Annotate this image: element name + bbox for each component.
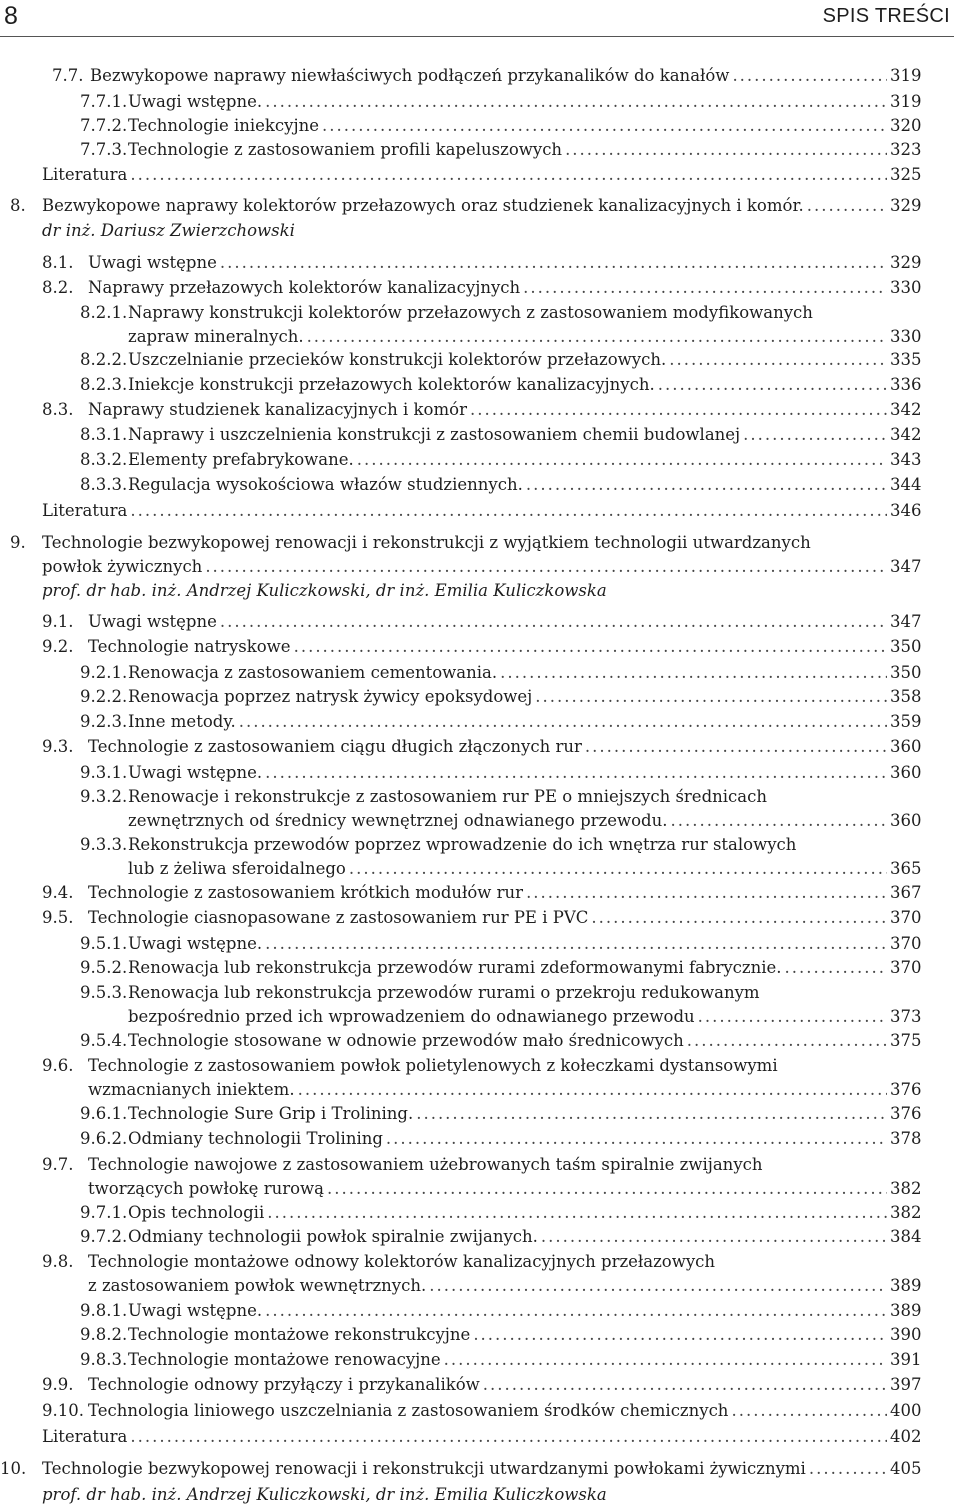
toc-entry-number: 9.2.1. bbox=[80, 663, 128, 682]
toc-entry-page: 347 bbox=[890, 557, 922, 576]
toc-entry-title: Renowacja z zastosowaniem cementowania. bbox=[128, 663, 498, 682]
toc-entry-row bbox=[128, 347, 920, 373]
toc-entry[interactable] bbox=[0, 1424, 920, 1450]
toc-entry[interactable] bbox=[0, 63, 920, 89]
toc-entry-title: Technologie ciasnopasowane z zastosowaniem rur PE i PVC bbox=[88, 908, 589, 927]
dot-leader bbox=[731, 1398, 887, 1424]
toc-entry-number: 9.3.3. bbox=[80, 835, 128, 854]
dot-leader bbox=[220, 250, 887, 276]
toc-entry-page: 320 bbox=[890, 116, 922, 135]
dot-leader bbox=[698, 1004, 887, 1030]
dot-leader bbox=[670, 808, 887, 834]
toc-entry[interactable] bbox=[0, 397, 920, 423]
toc-entry-title: Technologie z zastosowaniem krótkich modułów rur bbox=[88, 883, 524, 902]
toc-entry-number: 8.3.3. bbox=[80, 475, 128, 494]
toc-entry-number: 8.3.1. bbox=[80, 425, 128, 444]
toc-entry[interactable] bbox=[0, 193, 920, 219]
dot-leader bbox=[591, 905, 887, 931]
toc-entry-page: 325 bbox=[890, 165, 922, 184]
toc-entry-number: 9.6.2. bbox=[80, 1129, 128, 1148]
toc-entry-number: 9.2.3. bbox=[80, 712, 128, 731]
toc-entry-row bbox=[88, 1372, 920, 1398]
toc-entry-row bbox=[88, 1273, 920, 1299]
toc-entry-title: Technologie bezwykopowej renowacji i rekonstrukcji utwardzanymi powłokami żywicznymi bbox=[42, 1459, 806, 1478]
toc-entry-title: zapraw mineralnych. bbox=[128, 327, 304, 346]
toc-entry-row bbox=[128, 1322, 920, 1348]
toc-entry-page: 319 bbox=[890, 66, 922, 85]
toc-entry[interactable] bbox=[0, 372, 920, 398]
toc-entry-title-line[interactable]: Technologie z zastosowaniem powłok polietylenowych z kołeczkami dystansowymi bbox=[88, 1056, 778, 1075]
dot-leader bbox=[205, 554, 887, 580]
toc-entry-title: powłok żywicznych bbox=[42, 557, 203, 576]
dot-leader bbox=[535, 684, 887, 710]
toc-entry-page: 373 bbox=[890, 1007, 922, 1026]
dot-leader bbox=[669, 347, 887, 373]
toc-entry-page: 382 bbox=[890, 1203, 922, 1222]
toc-entry-title-line[interactable]: Renowacje i rekonstrukcje z zastosowaniem rur PE o mniejszych średnicach bbox=[128, 787, 767, 806]
toc-entry[interactable] bbox=[0, 955, 920, 981]
dot-leader bbox=[541, 1224, 887, 1250]
toc-entry-page: 389 bbox=[890, 1301, 922, 1320]
toc-entry-page: 405 bbox=[890, 1459, 922, 1478]
toc-entry[interactable] bbox=[0, 275, 920, 301]
toc-entry-title: Literatura bbox=[42, 501, 128, 520]
toc-entry-title: Regulacja wysokościowa włazów studziennych. bbox=[128, 475, 523, 494]
toc-entry-page: 350 bbox=[890, 637, 922, 656]
toc-entry-title: Technologie montażowe rekonstrukcyjne bbox=[128, 1325, 471, 1344]
dot-leader bbox=[785, 955, 887, 981]
toc-entry-title: wzmacnianych iniektem. bbox=[88, 1080, 295, 1099]
toc-entry-number: 9.8. bbox=[42, 1252, 74, 1271]
toc-entry-title: Naprawy studzienek kanalizacyjnych i komór bbox=[88, 400, 467, 419]
toc-entry-number: 9.5.3. bbox=[80, 983, 128, 1002]
dot-leader bbox=[473, 1322, 887, 1348]
toc-entry[interactable] bbox=[0, 113, 920, 139]
toc-entry-row bbox=[42, 1424, 920, 1450]
toc-entry-title: Technologie montażowe renowacyjne bbox=[128, 1350, 441, 1369]
toc-entry-number: 8.2.2. bbox=[80, 350, 128, 369]
toc-entry-row bbox=[42, 1456, 920, 1482]
toc-entry[interactable] bbox=[0, 609, 920, 635]
toc-entry-title-line[interactable]: Renowacja lub rekonstrukcja przewodów rurami o przekroju redukowanym bbox=[128, 983, 760, 1002]
toc-entry-title-line[interactable]: Naprawy konstrukcji kolektorów przełazowych z zastosowaniem modyfikowanych bbox=[128, 303, 813, 322]
toc-entry[interactable] bbox=[0, 554, 920, 580]
toc-entry[interactable] bbox=[0, 760, 920, 786]
toc-entry[interactable] bbox=[0, 856, 920, 882]
toc-entry[interactable] bbox=[0, 808, 920, 834]
toc-entry-row bbox=[88, 275, 920, 301]
toc-entry-page: 384 bbox=[890, 1227, 922, 1246]
toc-entry[interactable] bbox=[0, 347, 920, 373]
toc-entry-page: 335 bbox=[890, 350, 922, 369]
toc-entry-title: Inne metody. bbox=[128, 712, 236, 731]
dot-leader bbox=[130, 1424, 887, 1450]
toc-entry-title: Renowacja poprzez natrysk żywicy epoksydowej bbox=[128, 687, 533, 706]
toc-entry[interactable] bbox=[0, 1176, 920, 1202]
toc-entry-title: z zastosowaniem powłok wewnętrznych. bbox=[88, 1276, 427, 1295]
dot-leader bbox=[298, 1077, 887, 1103]
dot-leader bbox=[265, 89, 887, 115]
toc-entry-row bbox=[128, 760, 920, 786]
dot-leader bbox=[322, 113, 887, 139]
toc-entry-title-line[interactable]: Technologie montażowe odnowy kolektorów kanalizacyjnych przełazowych bbox=[88, 1252, 716, 1271]
toc-entry-title: Uwagi wstępne. bbox=[128, 763, 263, 782]
dot-leader bbox=[687, 1028, 887, 1054]
toc-entry-row bbox=[128, 137, 920, 163]
toc-entry-title: Uwagi wstępne. bbox=[128, 934, 263, 953]
toc-entry-title: zewnętrznych od średnicy wewnętrznej odnawianego przewodu. bbox=[128, 811, 668, 830]
dot-leader bbox=[483, 1372, 887, 1398]
toc-entry-page: 367 bbox=[890, 883, 922, 902]
toc-entry-row bbox=[88, 250, 920, 276]
toc-entry[interactable] bbox=[0, 634, 920, 660]
toc-entry-number: 9.6. bbox=[42, 1056, 74, 1075]
chapter-author: prof. dr hab. inż. Andrzej Kuliczkowski, dr inż. Emilia Kuliczkowska bbox=[42, 1485, 607, 1504]
dot-leader bbox=[265, 931, 887, 957]
toc-entry-page: 342 bbox=[890, 425, 922, 444]
toc-entry-row bbox=[90, 63, 920, 89]
toc-entry-title: Elementy prefabrykowane. bbox=[128, 450, 354, 469]
toc-entry[interactable] bbox=[0, 1077, 920, 1103]
toc-entry-page: 400 bbox=[890, 1401, 922, 1420]
dot-leader bbox=[444, 1347, 887, 1373]
toc-entry-row bbox=[128, 1004, 920, 1030]
toc-entry-page: 390 bbox=[890, 1325, 922, 1344]
toc-entry[interactable] bbox=[0, 734, 920, 760]
toc-entry-title: bezpośrednio przed ich wprowadzeniem do odnawianego przewodu bbox=[128, 1007, 695, 1026]
dot-leader bbox=[294, 634, 887, 660]
toc-entry-row bbox=[128, 808, 920, 834]
toc-entry-number: 9.6.1. bbox=[80, 1104, 128, 1123]
toc-entry-row bbox=[88, 1398, 920, 1424]
chapter-author: prof. dr hab. inż. Andrzej Kuliczkowski, dr inż. Emilia Kuliczkowska bbox=[42, 581, 607, 600]
toc-entry-title: Technologie iniekcyjne bbox=[128, 116, 319, 135]
toc-entry-page: 375 bbox=[890, 1031, 922, 1050]
toc-entry-page: 330 bbox=[890, 327, 922, 346]
toc-entry-page: 330 bbox=[890, 278, 922, 297]
dot-leader bbox=[500, 660, 887, 686]
toc-entry[interactable] bbox=[0, 447, 920, 473]
toc-entry-page: 370 bbox=[890, 934, 922, 953]
toc-entry-number: 8.2. bbox=[42, 278, 74, 297]
toc-entry-row bbox=[42, 498, 920, 524]
toc-entry-page: 329 bbox=[890, 196, 922, 215]
toc-entry-row bbox=[88, 880, 920, 906]
toc-entry-number: 9.2.2. bbox=[80, 687, 128, 706]
toc-entry[interactable] bbox=[0, 1028, 920, 1054]
dot-leader bbox=[267, 1200, 887, 1226]
toc-entry[interactable] bbox=[0, 709, 920, 735]
toc-entry-number: 9.10. bbox=[42, 1401, 84, 1420]
dot-leader bbox=[807, 193, 887, 219]
toc-entry[interactable] bbox=[0, 931, 920, 957]
toc-entry-page: 358 bbox=[890, 687, 922, 706]
toc-entry-row bbox=[88, 905, 920, 931]
toc-entry-number: 9.8.3. bbox=[80, 1350, 128, 1369]
toc-entry-row bbox=[128, 472, 920, 498]
toc-entry[interactable] bbox=[0, 1126, 920, 1152]
toc-entry[interactable] bbox=[0, 250, 920, 276]
toc-entry-title: Iniekcje konstrukcji przełazowych kolektorów kanalizacyjnych. bbox=[128, 375, 655, 394]
toc-entry-number: 9.5.1. bbox=[80, 934, 128, 953]
toc-entry[interactable] bbox=[0, 1347, 920, 1373]
toc-entry-row bbox=[128, 1101, 920, 1127]
toc-entry-number: 8.3.2. bbox=[80, 450, 128, 469]
toc-entry-row bbox=[128, 709, 920, 735]
toc-entry-number: 9.8.1. bbox=[80, 1301, 128, 1320]
dot-leader bbox=[658, 372, 887, 398]
toc-entry-number: 9.2. bbox=[42, 637, 74, 656]
toc-entry-page: 360 bbox=[890, 763, 922, 782]
toc-entry-number: 7.7.2. bbox=[80, 116, 128, 135]
dot-leader bbox=[429, 1273, 887, 1299]
dot-leader bbox=[565, 137, 887, 163]
toc-entry-title-line[interactable]: Technologie nawojowe z zastosowaniem użebrowanych taśm spiralnie zwijanych bbox=[88, 1155, 763, 1174]
page-number: 8 bbox=[4, 2, 18, 30]
toc-entry-number: 9.5. bbox=[42, 908, 74, 927]
toc-entry-number: 8. bbox=[10, 196, 26, 215]
toc-entry-row bbox=[42, 554, 920, 580]
toc-entry-row bbox=[128, 856, 920, 882]
toc-entry[interactable] bbox=[0, 880, 920, 906]
toc-entry[interactable] bbox=[0, 1224, 920, 1250]
toc-entry-row bbox=[128, 955, 920, 981]
toc-entry-number: 9.3.2. bbox=[80, 787, 128, 806]
toc-entry[interactable] bbox=[0, 660, 920, 686]
toc-entry-number: 9.3.1. bbox=[80, 763, 128, 782]
toc-entry[interactable] bbox=[0, 1004, 920, 1030]
toc-entry-page: 347 bbox=[890, 612, 922, 631]
toc-entry-title: Technologie stosowane w odnowie przewodów mało średnicowych bbox=[128, 1031, 684, 1050]
toc-entry-page: 397 bbox=[890, 1375, 922, 1394]
toc-entry-row bbox=[128, 422, 920, 448]
toc-entry-row bbox=[88, 397, 920, 423]
toc-entry[interactable] bbox=[0, 162, 920, 188]
toc-entry-number: 8.2.1. bbox=[80, 303, 128, 322]
toc-entry-number: 8.3. bbox=[42, 400, 74, 419]
toc-entry-title: Literatura bbox=[42, 165, 128, 184]
toc-entry-row bbox=[128, 684, 920, 710]
toc-entry-page: 360 bbox=[890, 737, 922, 756]
toc-entry-title: Bezwykopowe naprawy niewłaściwych podłączeń przykanalików do kanałów bbox=[90, 66, 730, 85]
toc-entry-title: Technologie odnowy przyłączy i przykanalików bbox=[88, 1375, 480, 1394]
toc-entry-page: 389 bbox=[890, 1276, 922, 1295]
toc-entry-row bbox=[128, 1028, 920, 1054]
page-header bbox=[0, 0, 960, 44]
toc-entry-title-line[interactable]: Rekonstrukcja przewodów poprzez wprowadzenie do ich wnętrza rur stalowych bbox=[128, 835, 797, 854]
toc-entry-title: Opis technologii bbox=[128, 1203, 265, 1222]
toc-entry[interactable] bbox=[0, 1200, 920, 1226]
toc-entry-page: 359 bbox=[890, 712, 922, 731]
toc-entry[interactable] bbox=[0, 1322, 920, 1348]
toc-entry[interactable] bbox=[0, 1273, 920, 1299]
toc-entry-number: 9.7. bbox=[42, 1155, 74, 1174]
toc-entry-row bbox=[128, 113, 920, 139]
toc-entry[interactable] bbox=[0, 1372, 920, 1398]
toc-entry-title: Bezwykopowe naprawy kolektorów przełazowych oraz studzienek kanalizacyjnych i komór. bbox=[42, 196, 804, 215]
toc-entry-title: Uwagi wstępne. bbox=[128, 1301, 263, 1320]
toc-entry-row bbox=[88, 1176, 920, 1202]
toc-entry-title: Odmiany technologii powłok spiralnie zwijanych. bbox=[128, 1227, 538, 1246]
toc-entry[interactable] bbox=[0, 422, 920, 448]
dot-leader bbox=[220, 609, 887, 635]
toc-entry-number: 9.5.4. bbox=[80, 1031, 128, 1050]
toc-entry[interactable] bbox=[0, 684, 920, 710]
toc-entry-number: 9.4. bbox=[42, 883, 74, 902]
toc-entry-title-line[interactable]: Technologie bezwykopowej renowacji i rekonstrukcji z wyjątkiem technologii utwardzanych bbox=[42, 533, 811, 552]
dot-leader bbox=[327, 1176, 887, 1202]
chapter-author: dr inż. Dariusz Zwierzchowski bbox=[42, 221, 295, 240]
toc-entry-number: 8.2.3. bbox=[80, 375, 128, 394]
toc-entry-row bbox=[128, 1224, 920, 1250]
toc-entry-title: Uwagi wstępne. bbox=[128, 92, 263, 111]
toc-entry-row bbox=[88, 1077, 920, 1103]
toc-entry-number: 9.5.2. bbox=[80, 958, 128, 977]
toc-entry-number: 9.8.2. bbox=[80, 1325, 128, 1344]
toc-entry-number: 9.7.2. bbox=[80, 1227, 128, 1246]
toc-entry-number: 8.1. bbox=[42, 253, 74, 272]
toc-entry-page: 342 bbox=[890, 400, 922, 419]
toc-entry-row bbox=[128, 447, 920, 473]
header-rule bbox=[0, 36, 954, 37]
running-title: SPIS TREŚCI bbox=[822, 5, 950, 27]
toc-entry-number: 10. bbox=[0, 1459, 27, 1478]
toc-entry-number: 9.7.1. bbox=[80, 1203, 128, 1222]
toc-entry-title: Technologie natryskowe bbox=[88, 637, 291, 656]
toc-entry-title: Naprawy przełazowych kolektorów kanalizacyjnych bbox=[88, 278, 521, 297]
toc-entry-title: Uwagi wstępne bbox=[88, 612, 217, 631]
dot-leader bbox=[526, 880, 887, 906]
toc-entry[interactable] bbox=[0, 498, 920, 524]
toc-entry-title: Odmiany technologii Trolining bbox=[128, 1129, 383, 1148]
toc-entry-row bbox=[88, 634, 920, 660]
toc-entry-page: 376 bbox=[890, 1104, 922, 1123]
dot-leader bbox=[809, 1456, 887, 1482]
toc-entry-title: Uwagi wstępne bbox=[88, 253, 217, 272]
toc-entry-page: 370 bbox=[890, 958, 922, 977]
toc-entry-number: 7.7.3. bbox=[80, 140, 128, 159]
dot-leader bbox=[526, 472, 887, 498]
dot-leader bbox=[523, 275, 887, 301]
toc-entry[interactable] bbox=[0, 89, 920, 115]
toc-entry-title: Technologie z zastosowaniem ciągu długich złączonych rur bbox=[88, 737, 582, 756]
toc-entry-title: Technologie z zastosowaniem profili kapeluszowych bbox=[128, 140, 563, 159]
toc-entry-row bbox=[128, 1347, 920, 1373]
toc-entry-title: Technologia liniowego uszczelniania z zastosowaniem środków chemicznych bbox=[88, 1401, 729, 1420]
toc-entry-number: 7.7.1. bbox=[80, 92, 128, 111]
dot-leader bbox=[239, 709, 887, 735]
toc-entry-page: 319 bbox=[890, 92, 922, 111]
toc-entry-page: 344 bbox=[890, 475, 922, 494]
toc-entry[interactable] bbox=[0, 472, 920, 498]
toc-entry-row bbox=[128, 1298, 920, 1324]
toc-entry-page: 378 bbox=[890, 1129, 922, 1148]
toc-entry-title: Technologie Sure Grip i Trolining. bbox=[128, 1104, 414, 1123]
toc-entry-page: 365 bbox=[890, 859, 922, 878]
toc-entry-title: Uszczelnianie przecieków konstrukcji kolektorów przełazowych. bbox=[128, 350, 667, 369]
dot-leader bbox=[130, 498, 887, 524]
dot-leader bbox=[585, 734, 887, 760]
toc-entry-row bbox=[42, 193, 920, 219]
toc-entry-row bbox=[88, 609, 920, 635]
dot-leader bbox=[470, 397, 887, 423]
toc-entry[interactable] bbox=[0, 1456, 920, 1482]
dot-leader bbox=[349, 856, 887, 882]
toc-entry-title: Naprawy i uszczelnienia konstrukcji z zastosowaniem chemii budowlanej bbox=[128, 425, 741, 444]
toc-entry-row bbox=[128, 89, 920, 115]
toc-entry-page: 343 bbox=[890, 450, 922, 469]
toc-entry-title: Literatura bbox=[42, 1427, 128, 1446]
toc-entry-title: lub z żeliwa sferoidalnego bbox=[128, 859, 346, 878]
dot-leader bbox=[416, 1101, 887, 1127]
toc-entry-page: 329 bbox=[890, 253, 922, 272]
toc-entry[interactable] bbox=[0, 1298, 920, 1324]
toc-entry-title: Renowacja lub rekonstrukcja przewodów rurami zdeformowanymi fabrycznie. bbox=[128, 958, 782, 977]
toc-entry-page: 346 bbox=[890, 501, 922, 520]
toc-entry-row bbox=[128, 1126, 920, 1152]
toc-entry-number: 9.9. bbox=[42, 1375, 74, 1394]
toc-entry-number: 9. bbox=[10, 533, 26, 552]
dot-leader bbox=[265, 1298, 887, 1324]
toc-entry-page: 402 bbox=[890, 1427, 922, 1446]
toc-entry-title: tworzących powłokę rurową bbox=[88, 1179, 324, 1198]
toc-entry-number: 7.7. bbox=[52, 66, 84, 85]
dot-leader bbox=[386, 1126, 887, 1152]
toc-entry-number: 9.3. bbox=[42, 737, 74, 756]
toc-entry[interactable] bbox=[0, 1398, 920, 1424]
toc-entry-number: 9.1. bbox=[42, 612, 74, 631]
toc-entry[interactable] bbox=[0, 1101, 920, 1127]
toc-entry-row bbox=[42, 162, 920, 188]
toc-entry-page: 391 bbox=[890, 1350, 922, 1369]
dot-leader bbox=[265, 760, 887, 786]
dot-leader bbox=[743, 422, 887, 448]
toc-entry-page: 323 bbox=[890, 140, 922, 159]
toc-entry-page: 350 bbox=[890, 663, 922, 682]
toc-entry-page: 382 bbox=[890, 1179, 922, 1198]
toc-entry-page: 370 bbox=[890, 908, 922, 927]
toc-entry-row bbox=[88, 734, 920, 760]
toc-entry-page: 376 bbox=[890, 1080, 922, 1099]
toc-entry-row bbox=[128, 660, 920, 686]
toc-entry-row bbox=[128, 931, 920, 957]
toc-entry-row bbox=[128, 372, 920, 398]
dot-leader bbox=[357, 447, 887, 473]
dot-leader bbox=[732, 63, 887, 89]
toc-entry-page: 360 bbox=[890, 811, 922, 830]
toc-entry-page: 336 bbox=[890, 375, 922, 394]
toc-entry[interactable] bbox=[0, 905, 920, 931]
toc-entry[interactable] bbox=[0, 137, 920, 163]
dot-leader bbox=[130, 162, 887, 188]
toc-entry-row bbox=[128, 1200, 920, 1226]
